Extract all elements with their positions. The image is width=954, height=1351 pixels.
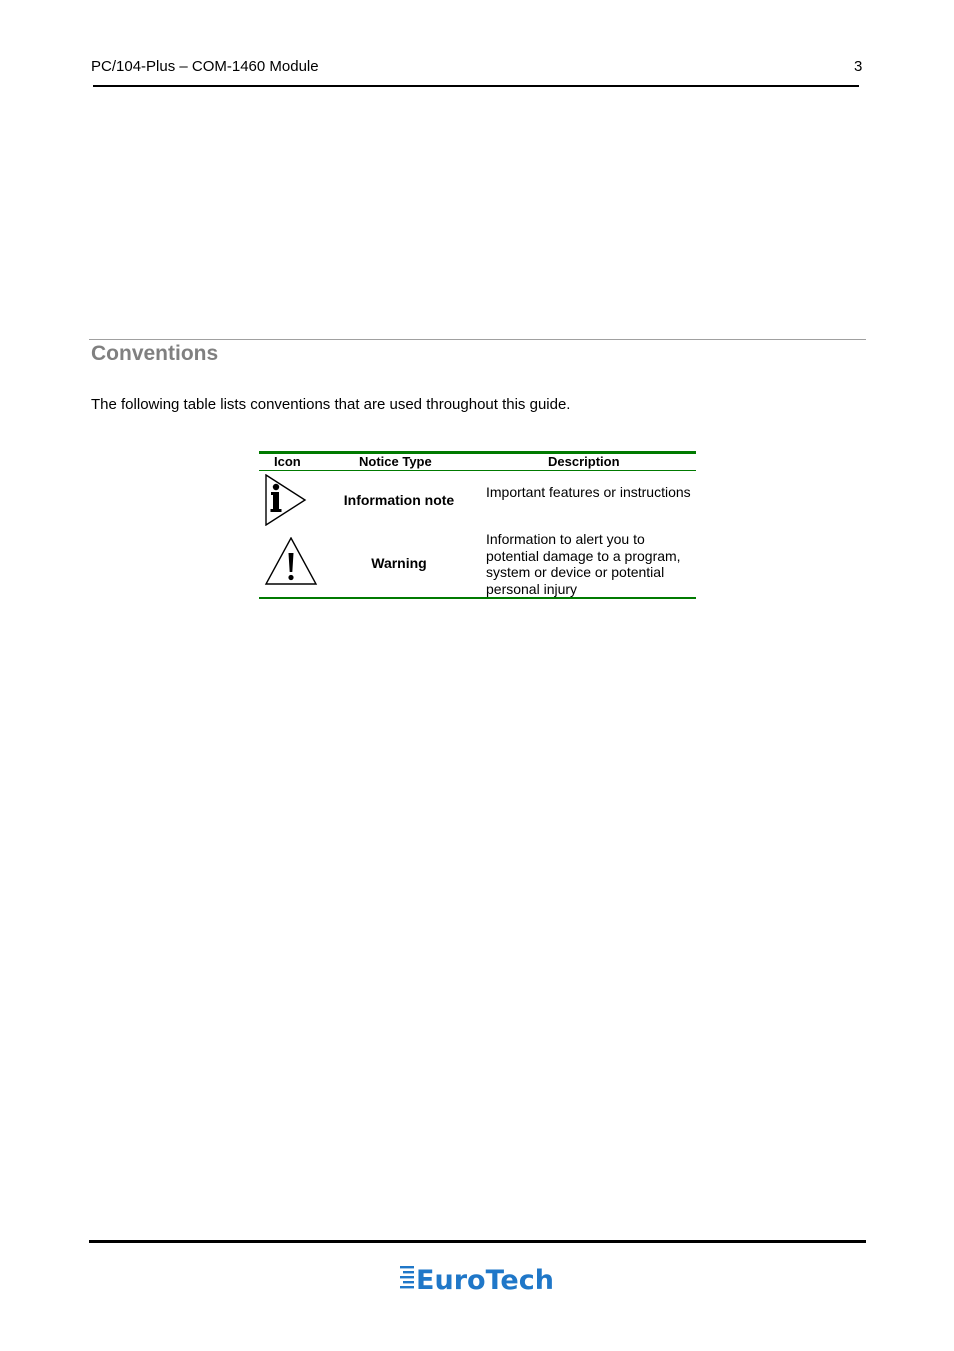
page-number: 3 (854, 58, 863, 75)
column-header-icon: Icon (274, 454, 301, 469)
information-icon (265, 474, 307, 531)
table-header-rule (259, 470, 696, 471)
notice-type: Warning (371, 555, 427, 571)
table-bottom-rule (259, 597, 696, 599)
section-divider (89, 339, 866, 340)
svg-text:EuroTech: EuroTech (416, 1265, 554, 1295)
footer-rule (89, 1240, 866, 1243)
notice-type: Information note (343, 492, 455, 508)
intro-paragraph: The following table lists conventions that are used throughout this guide. (91, 396, 571, 413)
column-header-notice-type: Notice Type (359, 454, 432, 469)
column-header-description: Description (548, 454, 620, 469)
notice-description: Important features or instructions (486, 484, 691, 500)
header-rule (93, 85, 859, 87)
section-heading: Conventions (91, 342, 219, 365)
eurotech-logo (398, 1259, 558, 1300)
notice-description: Information to alert you to potential damage to a program, system or device or potential personal injury (486, 531, 681, 597)
table-top-rule (259, 451, 696, 454)
warning-icon (264, 537, 318, 591)
header-title: PC/104-Plus – COM-1460 Module (91, 58, 319, 75)
